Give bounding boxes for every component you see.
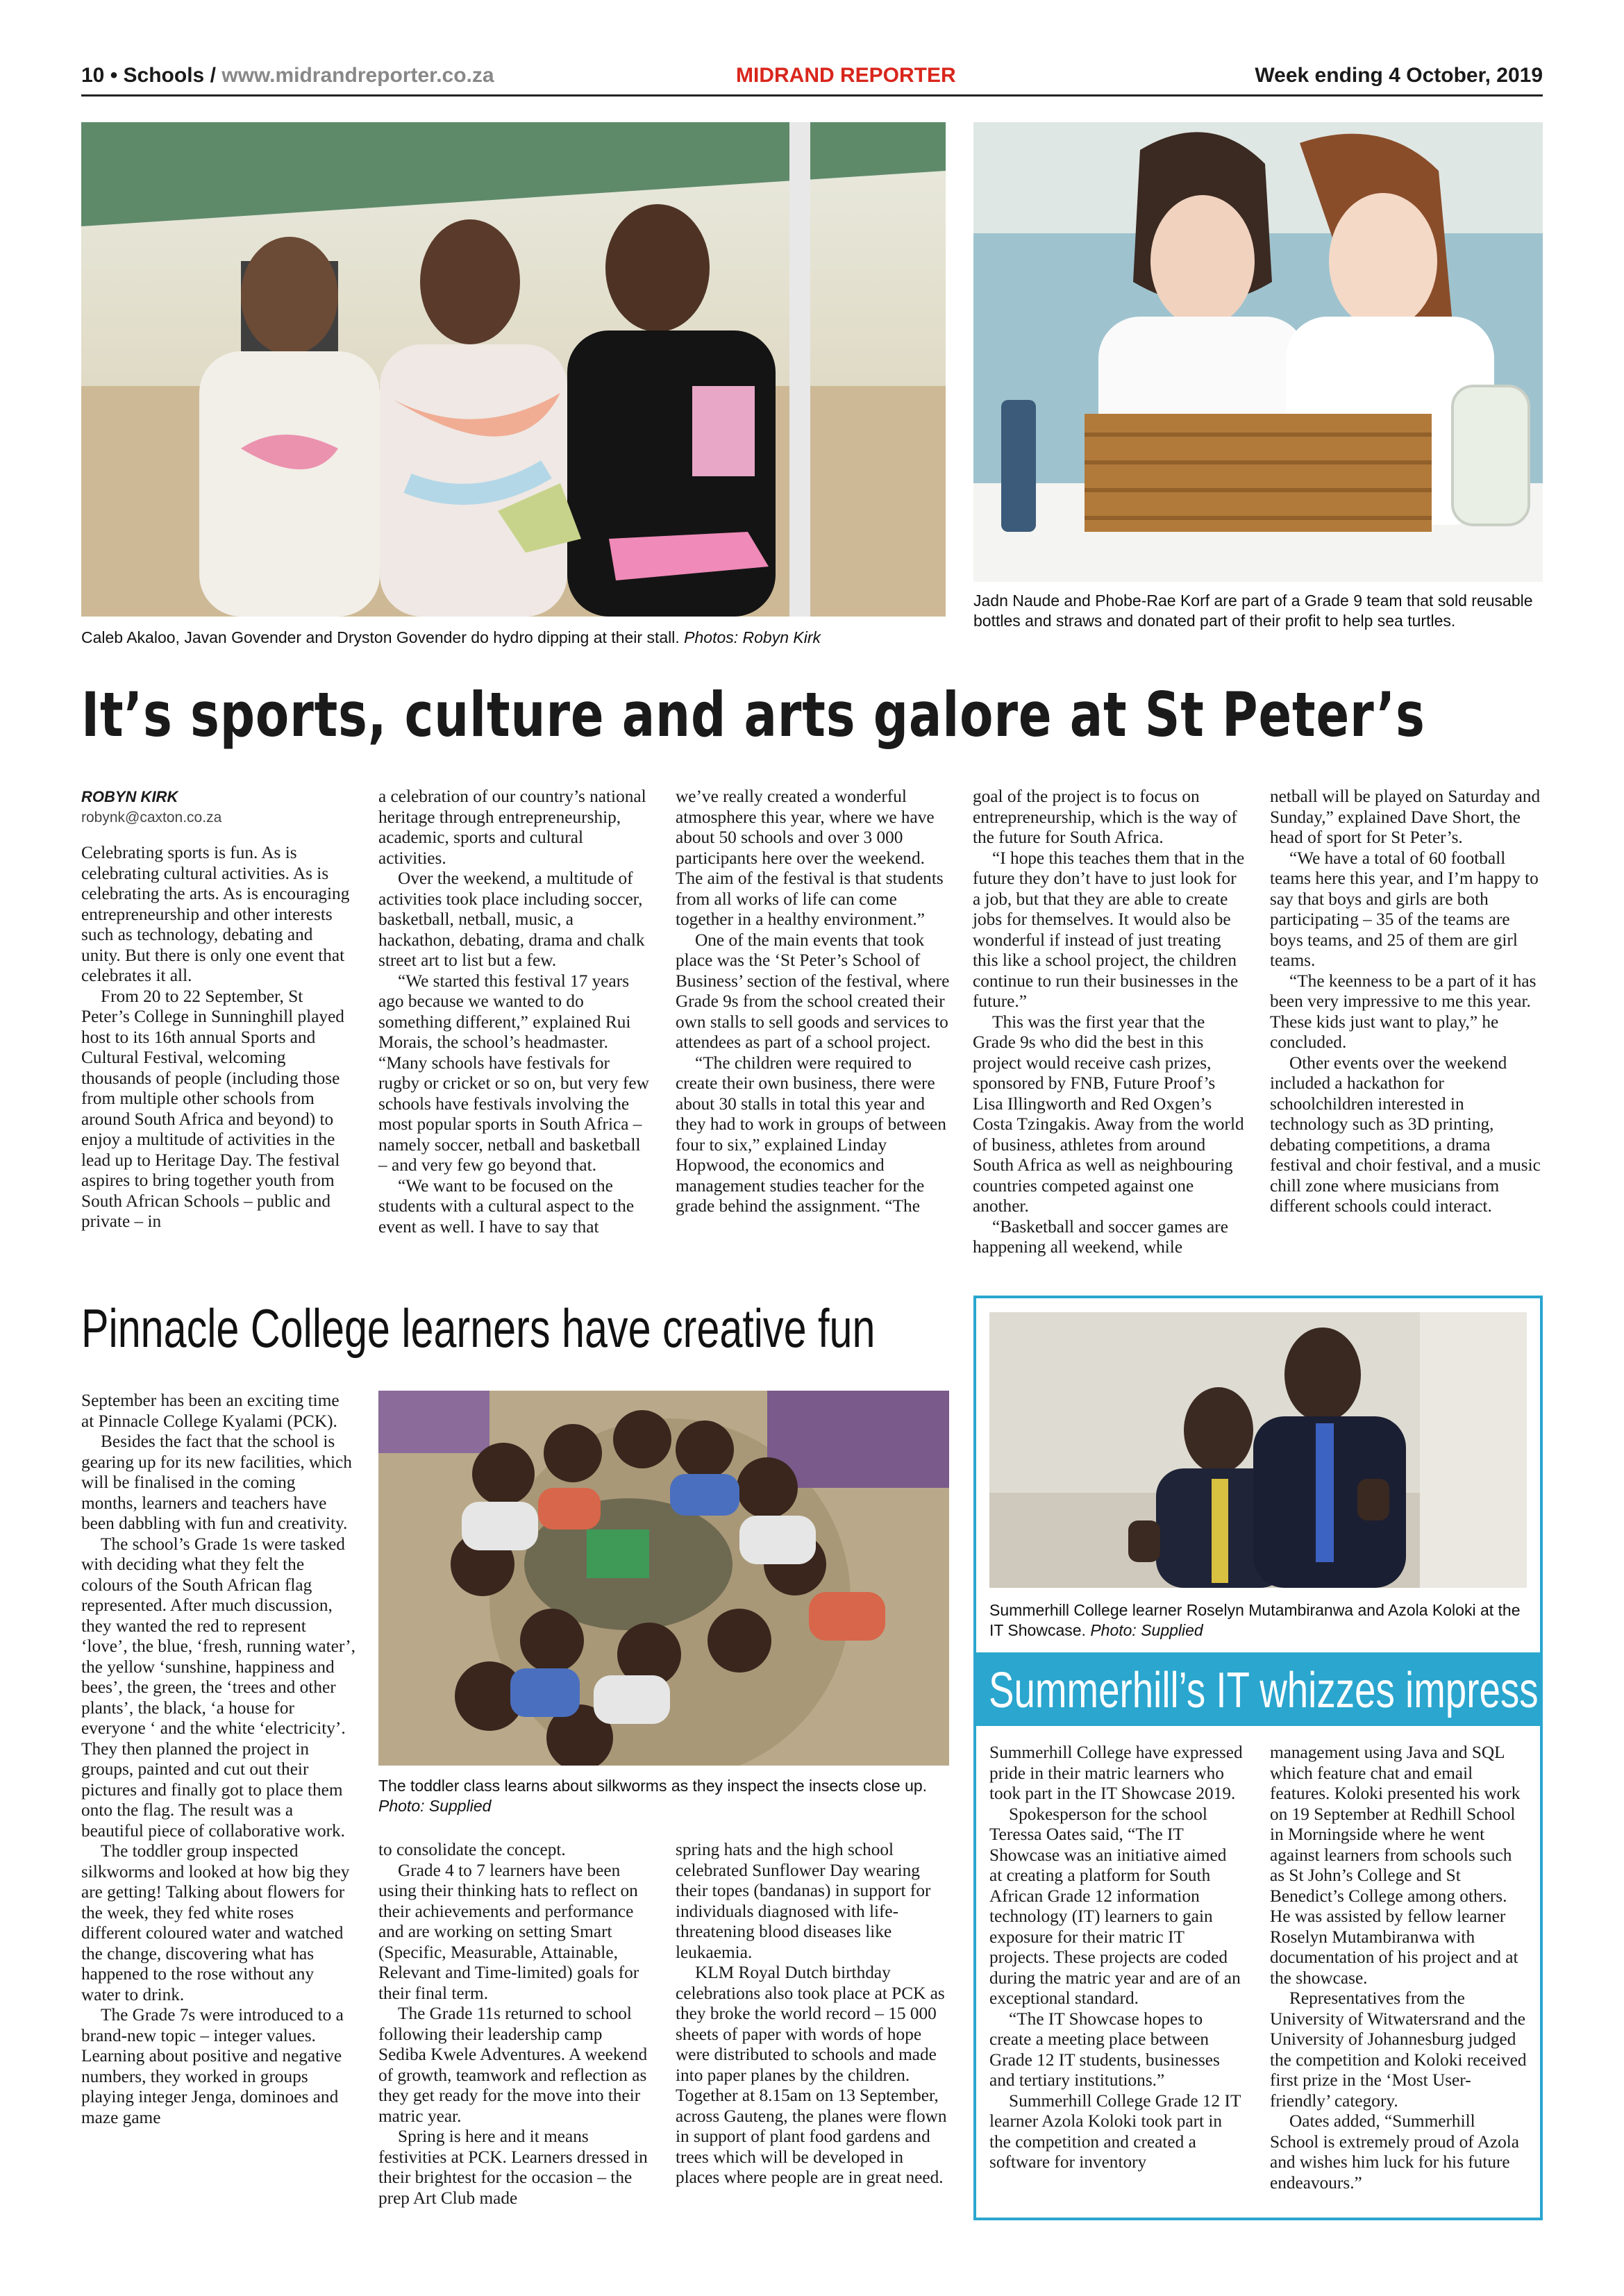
story1-column-5 [1270, 787, 1544, 1217]
paragraph: From 20 to 22 September, St Peter’s College in Sunninghill played host to its 16th annual Sports and Cultural Festival, welcoming thousands of people (including those from multiple other schools from around South Africa and beyond) to enjoy a multitude of activities in the lead up to Heritage Day. The festival aspires to bring together youth from South African Schools – public and private – in [81, 986, 344, 1231]
paragraph: we’ve really created a wonderful atmosphere this year, where we have about 50 schools and over 3 000 participants here over the weekend. The aim of the festival is that students from all works of life can come together in a healthy environment.” [676, 787, 944, 929]
paragraph: spring hats and the high school celebrated Sunflower Day wearing their topes (bandanas) in support for individuals diagnosed with life-threatening blood diseases like leukaemia. [676, 1840, 931, 1962]
paragraph: “We have a total of 60 football teams here this year, and I’m happy to say that boys and girls are both participating – 35 of the teams are boys teams, and 25 of them are girl teams. [1270, 848, 1539, 970]
paragraph: “I hope this teaches them that in the future they don’t have to just look for a job, but that they are able to create jobs for themselves. It would also be wonderful if instead of just treating this like a school project, the children continue to run their businesses in the future.” [973, 848, 1245, 1011]
caption-text: Summerhill College learner Roselyn Mutambiranwa and Azola Koloki at the IT Showcase. [989, 1601, 1521, 1639]
paragraph: The Grade 7s were introduced to a brand-new topic – integer values. Learning about positive and negative numbers, they worked in groups playing integer Jenga, dominoes and maze game [81, 2005, 344, 2127]
headline-pinnacle-college: Pinnacle College learners have creative fun [81, 1298, 876, 1359]
photo-hydro-dipping-image [81, 122, 946, 617]
page-number-section: 10 • Schools / [81, 64, 222, 87]
photo-hydro-dipping-caption [81, 628, 946, 648]
byline-email[interactable]: robynk@caxton.co.za [81, 809, 222, 826]
paragraph: The Grade 11s returned to school following their leadership camp Sediba Kwele Adventures. A weekend of growth, teamwork and reflection as they get ready for the move into their matric year. [378, 2004, 648, 2126]
page-folio [81, 64, 494, 87]
story1-column-3 [676, 787, 950, 1217]
paragraph: a celebration of our country’s national heritage through entrepreneurship, academic, sports and cultural activities. [378, 787, 646, 868]
photo-summerhill-learners-image [989, 1312, 1527, 1588]
paragraph: goal of the project is to focus on entrepreneurship, which is the way of the future for South Africa. [973, 787, 1237, 847]
headline-st-peters: It’s sports, culture and arts galore at St Peter’s [81, 679, 1425, 751]
story1-column-4 [973, 787, 1247, 1258]
paragraph: This was the first year that the Grade 9s who did the best in this project would receive cash prizes, sponsored by FNB, Future Proof’s Lisa Illingworth and Red Oxgen’s Costa Tzingakis. Away from the world of business, athletes from around South Africa as well as neighbouring countries competed against one another. [973, 1012, 1244, 1216]
paragraph: “The children were required to create their own business, there were about 30 stalls in total this year and they had to work in groups of between four to six,” explained Linday Hopwood, the economics and management studies teacher for the grade behind the assignment. “The [676, 1053, 946, 1216]
paragraph: Summerhill College Grade 12 IT learner Azola Koloki took part in the competition and created a software for inventory [989, 2090, 1241, 2172]
paragraph: Spokesperson for the school Teressa Oates said, “The IT Showcase was an initiative aimed at creating a platform for South African Grade 12 information technology (IT) learners to gain exposure for their matric IT projects. These projects are coded during the matric year and are of an exceptional standard. [989, 1804, 1241, 2008]
paragraph: to consolidate the concept. [378, 1840, 566, 1859]
paragraph: The toddler group inspected silkworms and looked at how big they are getting! Talking about flowers for the week, they fed white roses different coloured water and watched the change, discovering what has happened to the rose without any water to drink. [81, 1841, 350, 2004]
paragraph: Grade 4 to 7 learners have been using their thinking hats to reflect on their achievements and performance and are working on setting Smart (Specific, Measurable, Attainable, Relevant and Time-limited) goals for their final term. [378, 1860, 639, 2003]
photo-hydro-dipping [81, 122, 946, 617]
paragraph: Besides the fact that the school is gearing up for its new facilities, which will be finalised in the coming months, learners and teachers have been dabbling with fun and creativity. [81, 1432, 352, 1533]
paragraph: “We want to be focused on the students with a cultural aspect to the event as well. I have to say that [378, 1175, 635, 1237]
header-rule [81, 94, 1543, 97]
paragraph: Spring is here and it means festivities at PCK. Learners dressed in their brightest for the occasion – the prep Art Club made [378, 2127, 648, 2208]
paragraph: “Basketball and soccer games are happening all weekend, while [973, 1216, 1228, 1257]
story1-column-2 [378, 787, 653, 1237]
story3-column-1 [989, 1743, 1243, 2173]
photo-credit: Photo: Supplied [1090, 1621, 1203, 1639]
issue-date: Week ending 4 October, 2019 [1255, 64, 1543, 87]
paragraph: management using Java and SQL which feature chat and email features. Koloki presented his work on 19 September at Redhill School in Morningside where he went against learners from schools such as St John’s College and St Benedict’s College among others. He was assisted by fellow learner Roselyn Mutambiranwa with documentation of his project and at the showcase. [1270, 1743, 1521, 1988]
paragraph: One of the main events that took place was the ‘St Peter’s School of Business’ section of the festival, where Grade 9s from the school created their own stalls to sell goods and services to attendees as part of a school project. [676, 930, 950, 1052]
masthead-name: MIDRAND REPORTER [736, 64, 956, 87]
summerhill-headline-bar [973, 1652, 1543, 1726]
paragraph: The school’s Grade 1s were tasked with deciding what they felt the colours of the South African flag represented. After much discussion, they wanted the red to represent ‘love’, the blue, ‘fresh, running water’, the yellow ‘sunshine, happiness and bees’, the green, the ‘trees and other plants’, the black, ‘a house for everyone ‘ and the white ‘electricity’. They then planned the project in groups, painted and cut out their pictures and finally got to place them onto the flag. The result was a beautiful piece of collaborative work. [81, 1534, 356, 1841]
photo-reusable-bottles [973, 122, 1543, 582]
paragraph: “The IT Showcase hopes to create a meeting place between Grade 12 IT students, businesses and tertiary institutions.” [989, 2009, 1220, 2090]
caption-text: Caleb Akaloo, Javan Govender and Dryston Govender do hydro dipping at their stall. [81, 628, 680, 646]
photo-credit: Photos: Robyn Kirk [684, 628, 821, 646]
paragraph: Oates added, “Summerhill School is extremely proud of Azola and wishes him luck for his future endeavours.” [1270, 2111, 1519, 2193]
paragraph: “The keenness to be a part of it has been very impressive to me this year. These kids just want to play,” he concluded. [1270, 971, 1537, 1052]
story3-column-2 [1270, 1743, 1527, 2193]
story2-column-3 [676, 1840, 950, 2188]
paragraph: Summerhill College have expressed pride in their matric learners who took part in the IT Showcase 2019. [989, 1743, 1243, 1803]
paragraph: Over the weekend, a multitude of activities took place including soccer, basketball, netball, music, a hackathon, debating, drama and chalk street art to list but a few. [378, 869, 645, 970]
photo-summerhill-caption [989, 1600, 1527, 1641]
photo-silkworms-image [378, 1391, 949, 1766]
photo-summerhill-learners [989, 1312, 1527, 1588]
photo-credit: Photo: Supplied [378, 1797, 492, 1815]
story1-column-1 [81, 787, 355, 1232]
headline-summerhill: Summerhill’s IT whizzes impress [989, 1663, 1539, 1718]
paragraph: Representatives from the University of Witwatersrand and the University of Johannesburg judged the competition and Koloki received first prize in the ‘Most User-friendly’ category. [1270, 1988, 1527, 2111]
story2-column-2 [378, 1840, 653, 2209]
paragraph: Other events over the weekend included a hackathon for schoolchildren interested in technology such as 3D printing, debating competitions, a drama festival and choir festival, and a music chill zone where musicians from different schools could interact. [1270, 1053, 1541, 1216]
story2-column-1 [81, 1391, 355, 2128]
paragraph: “We started this festival 17 years ago because we wanted to do something different,” explained Rui Morais, the school’s headmaster. “Many schools have festivals for rugby or cricket or so on, but very few schools have festivals involving the most popular sports in South Africa – namely soccer, netball and basketball – and very few go beyond that. [378, 971, 649, 1175]
photo-reusable-bottles-caption: Jadn Naude and Phobe-Rae Korf are part of a Grade 9 team that sold reusable bottles and straws and donated part of their profit to help sea turtles. [973, 592, 1533, 630]
photo-reusable-bottles-image [973, 122, 1543, 582]
byline-author: ROBYN KIRK [81, 788, 178, 805]
paragraph: Celebrating sports is fun. As is celebrating cultural activities. As is celebrating the arts. As is encouraging entrepreneurship and other interests such as technology, debating and unity. But there is only one event that celebrates it all. [81, 843, 350, 985]
paragraph: netball will be played on Saturday and Sunday,” explained Dave Short, the head of sport for St Peter’s. [1270, 787, 1541, 847]
photo-silkworms-caption [378, 1776, 949, 1816]
paragraph: September has been an exciting time at Pinnacle College Kyalami (PCK). [81, 1391, 340, 1431]
photo-silkworms [378, 1391, 949, 1766]
site-url[interactable]: www.midrandreporter.co.za [221, 64, 494, 87]
caption-text: The toddler class learns about silkworms as they inspect the insects close up. [378, 1777, 928, 1795]
paragraph: KLM Royal Dutch birthday celebrations also took place at PCK as they broke the world record – 15 000 sheets of paper with words of hope were distributed to schools and made into paper planes by the children. Together at 8.15am on 13 September, across Gauteng, the planes were flown in support of plant food gardens and trees which will be developed in places where people are in great need. [676, 1963, 947, 2187]
